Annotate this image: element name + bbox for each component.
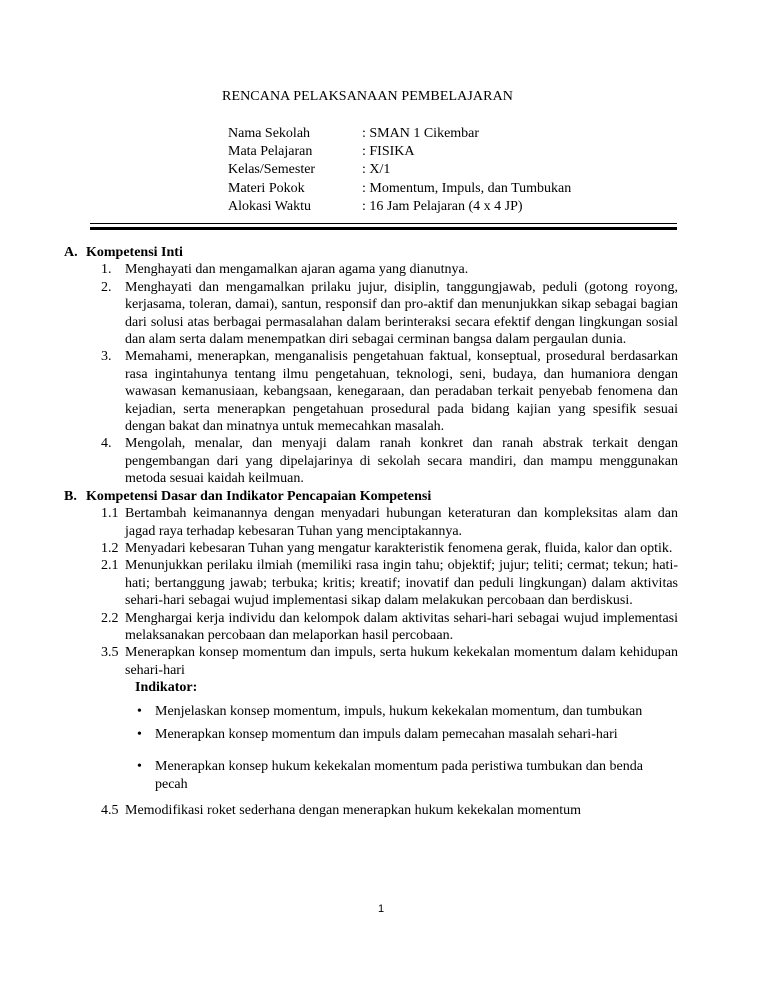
- bullet-icon: •: [137, 703, 142, 719]
- indikator-heading: Indikator:: [135, 680, 198, 696]
- identity-row: [228, 125, 571, 143]
- list-item: 1. Menghayati dan mengamalkan ajaran agama yang dianutnya.: [101, 262, 469, 278]
- identity-value: : SMAN 1 Cikembar: [362, 126, 480, 141]
- document-body: [64, 244, 678, 820]
- list-item: 2.2 Menghargai kerja individu dan kelompok dalam aktivitas sehari-hari sebagai wujud implementasi melaksanakan percobaan dan melaporkan hasil percobaan.: [101, 610, 678, 643]
- section-a-heading: [64, 244, 678, 261]
- identity-value: : 16 Jam Pelajaran (4 x 4 JP): [362, 198, 523, 214]
- list-item: 1.2 Menyadari kebesaran Tuhan yang mengatur karakteristik fenomena gerak, fluida, kalor dan optik.: [101, 540, 673, 556]
- identity-value: : X/1: [362, 162, 391, 178]
- identity-label: Kelas/Semester: [228, 162, 316, 178]
- section-title: Kompetensi Inti: [86, 245, 183, 260]
- section-letter: B.: [64, 488, 77, 504]
- bullet-icon: •: [137, 726, 142, 742]
- bullet-item: • Menerapkan konsep hukum kekekalan momentum pada peristiwa tumbukan dan benda pecah: [137, 759, 643, 792]
- list-item: 3.5 Menerapkan konsep momentum dan impuls, serta hukum kekekalan momentum dalam kehidupan sehari-hari: [101, 645, 678, 678]
- identity-value: : Momentum, Impuls, dan Tumbukan: [362, 180, 572, 196]
- list-item: 1.1 Bertambah keimanannya dengan menyadari hubungan keteraturan dan kompleksitas alam dan jagad raya terhadap kebesaran Tuhan yang menciptakannya.: [101, 506, 678, 539]
- document-title: RENCANA PELAKSANAAN PEMBELAJARAN: [222, 89, 513, 104]
- bullet-icon: •: [137, 759, 142, 775]
- list-item: 2.1 Menunjukkan perilaku ilmiah (memiliki rasa ingin tahu; objektif; jujur; teliti; cermat; tekun; hati-hati; bertanggung jawab; terbuka; kritis; kreatif; inovatif dan peduli lingkungan) dalam aktivitas sehari-hari sebagai wujud implementasi sikap dalam melakukan percobaan dan berdiskusi.: [101, 558, 678, 609]
- list-item: 4.5 Memodifikasi roket sederhana dengan menerapkan hukum kekekalan momentum: [101, 803, 582, 819]
- list-item: 4. Mengolah, menalar, dan menyaji dalam ranah konkret dan ranah abstrak terkait dengan pengembangan dari yang dipelajarinya di sekolah secara mandiri, dan mampu menggunakan metoda sesuai kaidah keilmuan.: [101, 436, 678, 487]
- section-b-heading: [64, 488, 678, 505]
- identity-label: Materi Pokok: [228, 180, 305, 196]
- section-title: Kompetensi Dasar dan Indikator Pencapaian Kompetensi: [86, 488, 432, 504]
- identity-label: Nama Sekolah: [228, 126, 311, 141]
- header-divider: [90, 227, 677, 230]
- identity-label: Alokasi Waktu: [228, 198, 311, 214]
- identity-row: [228, 198, 571, 216]
- identity-row: [228, 180, 571, 198]
- section-letter: A.: [64, 245, 78, 260]
- bullet-item: • Menjelaskan konsep momentum, impuls, hukum kekekalan momentum, dan tumbukan: [137, 703, 643, 719]
- list-item: 3. Memahami, menerapkan, menganalisis pengetahuan faktual, konseptual, prosedural berdasarkan rasa ingintahunya tentang ilmu pengetahuan, teknologi, seni, budaya, dan humaniora dengan wawasan kemanusiaan, kebangsaan, kenegaraan, dan peradaban terkait penyebab fenomena dan kejadian, serta menerapkan pengetahuan prosedural pada bidang kajian yang spesifik sesuai dengan bakat dan minatnya untuk memecahkan masalah.: [101, 349, 678, 435]
- identity-table: [228, 125, 571, 216]
- bullet-item: • Menerapkan konsep momentum dan impuls dalam pemecahan masalah sehari-hari: [137, 726, 618, 742]
- identity-value: : FISIKA: [362, 144, 415, 160]
- identity-row: [228, 143, 571, 161]
- list-item: 2. Menghayati dan mengamalkan prilaku jujur, disiplin, tanggungjawab, peduli (gotong royong, kerjasama, toleran, damai), santun, responsif dan pro-aktif dan menunjukkan sikap sebagai bagian dari solusi atas berbagai permasalahan dalam berinteraksi secara efektif dengan lingkungan sosial dan alam serta dalam menempatkan diri sebagai cerminan bangsa dalam pergaulan dunia.: [101, 279, 678, 348]
- header-divider-thin: [90, 223, 677, 224]
- page-number: 1: [378, 903, 385, 915]
- identity-row: [228, 161, 571, 179]
- identity-label: Mata Pelajaran: [228, 144, 313, 160]
